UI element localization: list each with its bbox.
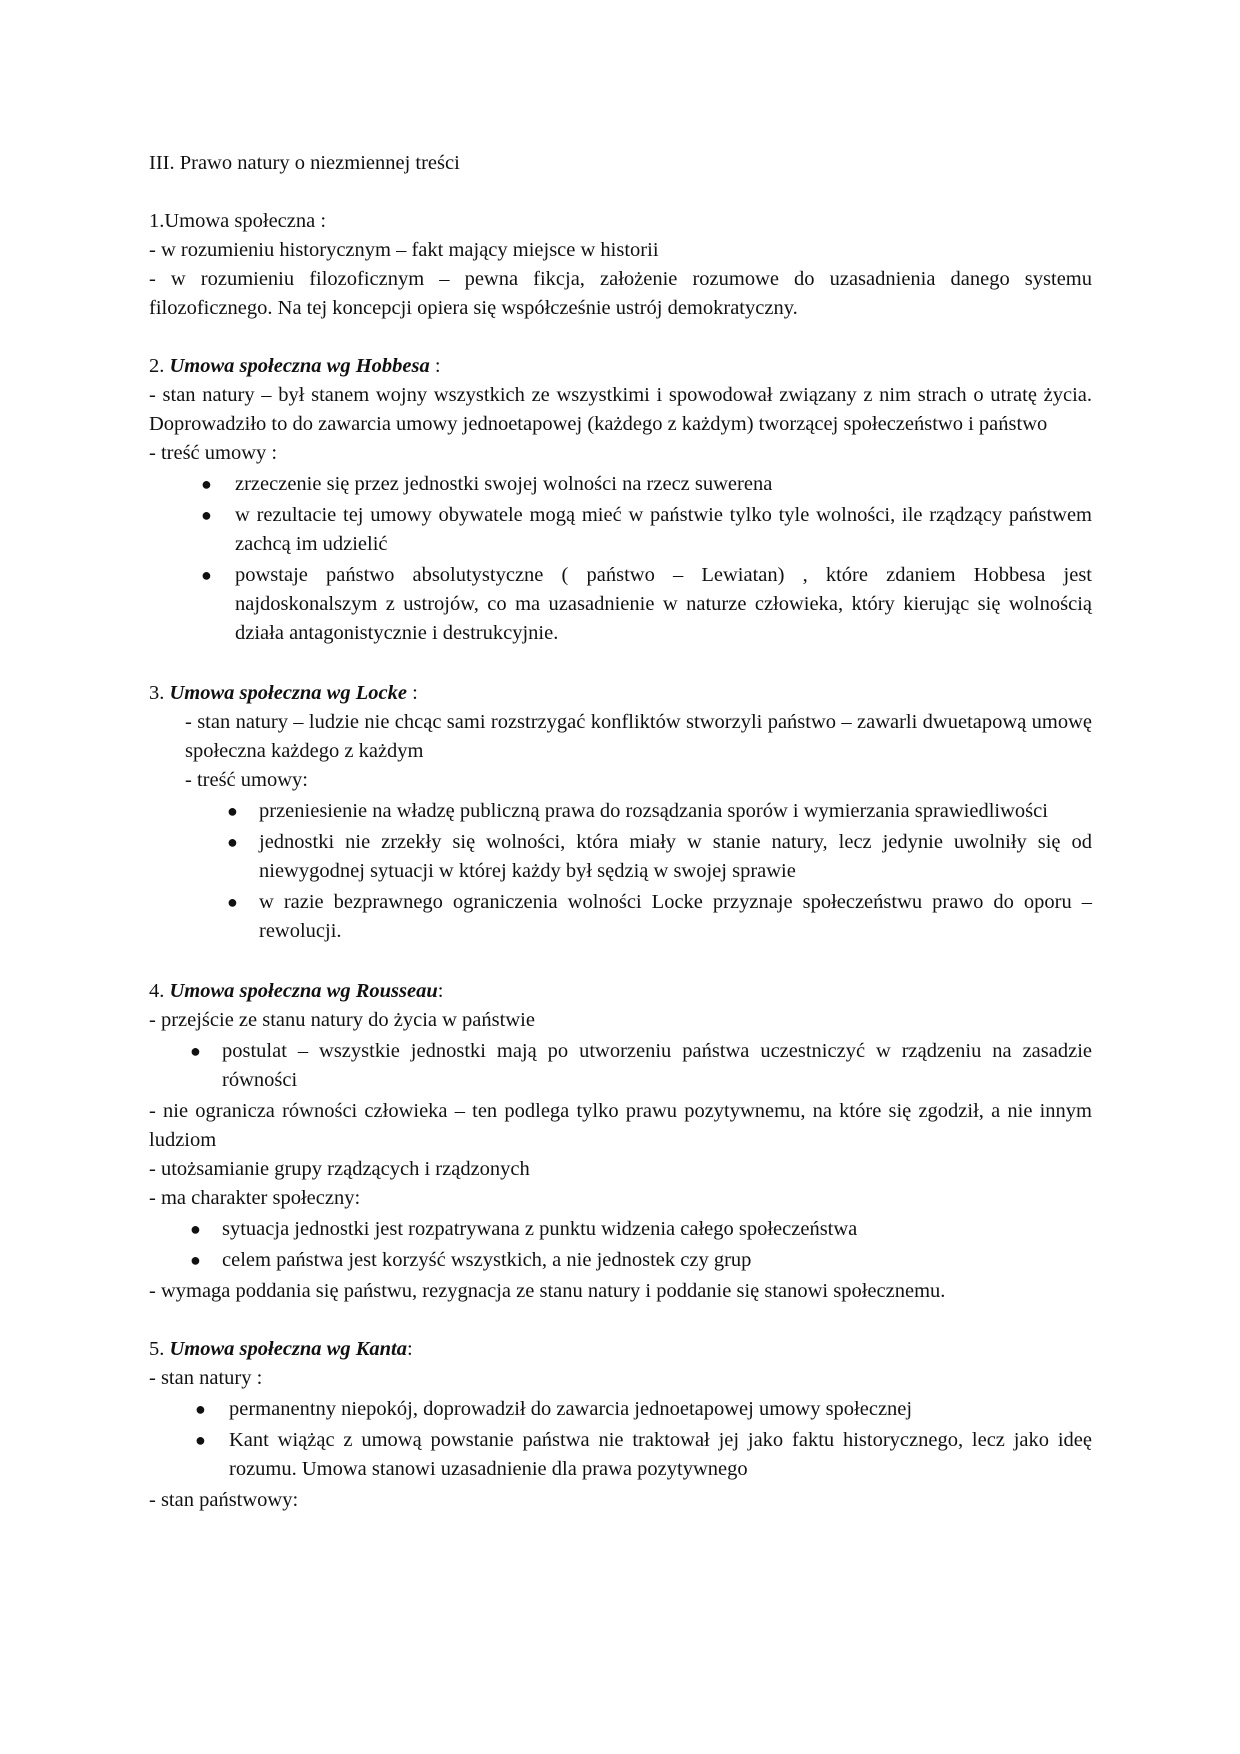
section-number: 2. bbox=[149, 355, 170, 377]
section-4 bbox=[149, 977, 1092, 1306]
bullet-item bbox=[149, 828, 1092, 886]
section-1 bbox=[149, 207, 1092, 323]
section-heading bbox=[149, 1335, 1092, 1364]
bullet-text: sytuacja jednostki jest rozpatrywana z punktu widzenia całego społeczeństwa bbox=[222, 1218, 858, 1240]
paragraph: - w rozumieniu historycznym – fakt mający miejsce w historii bbox=[149, 239, 659, 261]
section-heading bbox=[149, 679, 1092, 708]
paragraph: - treść umowy: bbox=[185, 769, 308, 791]
section-heading-title: Umowa społeczna wg Locke bbox=[169, 682, 407, 704]
bullet-icon: ● bbox=[201, 474, 212, 494]
section-3 bbox=[149, 679, 1092, 946]
bullet-icon: ● bbox=[190, 1250, 201, 1270]
bullet-item bbox=[149, 1426, 1092, 1484]
bullet-item bbox=[149, 561, 1092, 648]
bullet-text: przeniesienie na władzę publiczną prawa do rozsądzania sporów i wymierzania sprawiedliwości bbox=[259, 800, 1048, 822]
paragraph: - treść umowy : bbox=[149, 442, 278, 464]
bullet-text: Kant wiążąc z umową powstanie państwa nie traktował jej jako faktu historycznego, lecz jako ideę rozumu. Umowa stanowi uzasadnienie dla prawa pozytywnego bbox=[229, 1429, 1092, 1480]
section-heading-title: Umowa społeczna wg Kanta bbox=[169, 1338, 407, 1360]
bullet-icon: ● bbox=[227, 832, 238, 852]
section-heading bbox=[149, 977, 1092, 1006]
section-heading-text: Umowa społeczna : bbox=[164, 210, 327, 232]
bullet-item bbox=[149, 888, 1092, 946]
section-heading-suffix: : bbox=[429, 355, 441, 377]
section-heading bbox=[149, 207, 1092, 236]
paragraph: - ma charakter społeczny: bbox=[149, 1187, 361, 1209]
bullet-item bbox=[149, 1215, 1092, 1244]
paragraph: - stan natury – był stanem wojny wszystkich ze wszystkimi i spowodował związany z nim strach o utratę życia. Doprowadziło to do zawarcia umowy jednoetapowej (każdego z każdym) tworzącej społeczeństwo i państwo bbox=[149, 384, 1092, 435]
section-5 bbox=[149, 1335, 1092, 1515]
bullet-text: postulat – wszystkie jednostki mają po utworzeniu państwa uczestniczyć w rządzeniu na zasadzie równości bbox=[222, 1040, 1092, 1091]
section-2 bbox=[149, 352, 1092, 648]
paragraph: - stan natury : bbox=[149, 1367, 263, 1389]
section-number: 5. bbox=[149, 1338, 170, 1360]
section-heading bbox=[149, 352, 1092, 381]
section-heading-title: Umowa społeczna wg Rousseau bbox=[169, 980, 438, 1002]
document-title: III. Prawo natury o niezmiennej treści bbox=[149, 152, 460, 174]
bullet-text: permanentny niepokój, doprowadził do zawarcia jednoetapowej umowy społecznej bbox=[229, 1398, 913, 1420]
bullet-icon: ● bbox=[227, 892, 238, 912]
section-number: 3. bbox=[149, 682, 170, 704]
bullet-icon: ● bbox=[201, 565, 212, 585]
bullet-item bbox=[149, 470, 1092, 499]
paragraph: - stan natury – ludzie nie chcąc sami rozstrzygać konfliktów stworzyli państwo – zawarli dwuetapową umowę społeczna każdego z każdym bbox=[185, 711, 1092, 762]
section-number: 4. bbox=[149, 980, 170, 1002]
section-number: 1. bbox=[149, 210, 165, 232]
bullet-text: zrzeczenie się przez jednostki swojej wolności na rzecz suwerena bbox=[235, 473, 773, 495]
paragraph: - przejście ze stanu natury do życia w państwie bbox=[149, 1009, 535, 1031]
bullet-text: w rezultacie tej umowy obywatele mogą mieć w państwie tylko tyle wolności, ile rządzący państwem zachcą im udzielić bbox=[235, 504, 1092, 555]
section-heading-suffix: : bbox=[407, 1338, 413, 1360]
paragraph: - nie ogranicza równości człowieka – ten podlega tylko prawu pozytywnemu, na które się zgodził, a nie innym ludziom bbox=[149, 1100, 1092, 1151]
bullet-icon: ● bbox=[201, 505, 212, 525]
bullet-text: jednostki nie zrzekły się wolności, która miały w stanie natury, lecz jedynie uwolniły się od niewygodnej sytuacji w której każdy był sędzią w swojej sprawie bbox=[259, 831, 1092, 882]
paragraph: - utożsamianie grupy rządzących i rządzonych bbox=[149, 1158, 530, 1180]
bullet-item bbox=[149, 797, 1092, 826]
bullet-item bbox=[149, 501, 1092, 559]
bullet-text: celem państwa jest korzyść wszystkich, a nie jednostek czy grup bbox=[222, 1249, 752, 1271]
bullet-text: w razie bezprawnego ograniczenia wolności Locke przyznaje społeczeństwu prawo do oporu – rewolucji. bbox=[259, 891, 1092, 942]
section-heading-title: Umowa społeczna wg Hobbesa bbox=[169, 355, 430, 377]
bullet-icon: ● bbox=[227, 801, 238, 821]
bullet-text: powstaje państwo absolutystyczne ( państwo – Lewiatan) , które zdaniem Hobbesa jest najdoskonalszym z ustrojów, co ma uzasadnienie w naturze człowieka, który kierując się wolnością działa antagonistycznie i destrukcyjnie. bbox=[235, 564, 1092, 644]
bullet-item bbox=[149, 1395, 1092, 1424]
bullet-icon: ● bbox=[195, 1430, 206, 1450]
bullet-icon: ● bbox=[190, 1041, 201, 1061]
bullet-icon: ● bbox=[195, 1399, 206, 1419]
paragraph: - stan państwowy: bbox=[149, 1489, 299, 1511]
section-heading-suffix: : bbox=[437, 980, 444, 1002]
bullet-item bbox=[149, 1037, 1092, 1095]
bullet-icon: ● bbox=[190, 1219, 201, 1239]
section-heading-suffix: : bbox=[406, 682, 418, 704]
paragraph: - wymaga poddania się państwu, rezygnacja ze stanu natury i poddanie się stanowi społecznemu. bbox=[149, 1280, 946, 1302]
paragraph: - w rozumieniu filozoficznym – pewna fikcja, założenie rozumowe do uzasadnienia danego systemu filozoficznego. Na tej koncepcji opiera się współcześnie ustrój demokratyczny. bbox=[149, 268, 1092, 319]
document-page bbox=[149, 149, 1092, 1515]
bullet-item bbox=[149, 1246, 1092, 1275]
